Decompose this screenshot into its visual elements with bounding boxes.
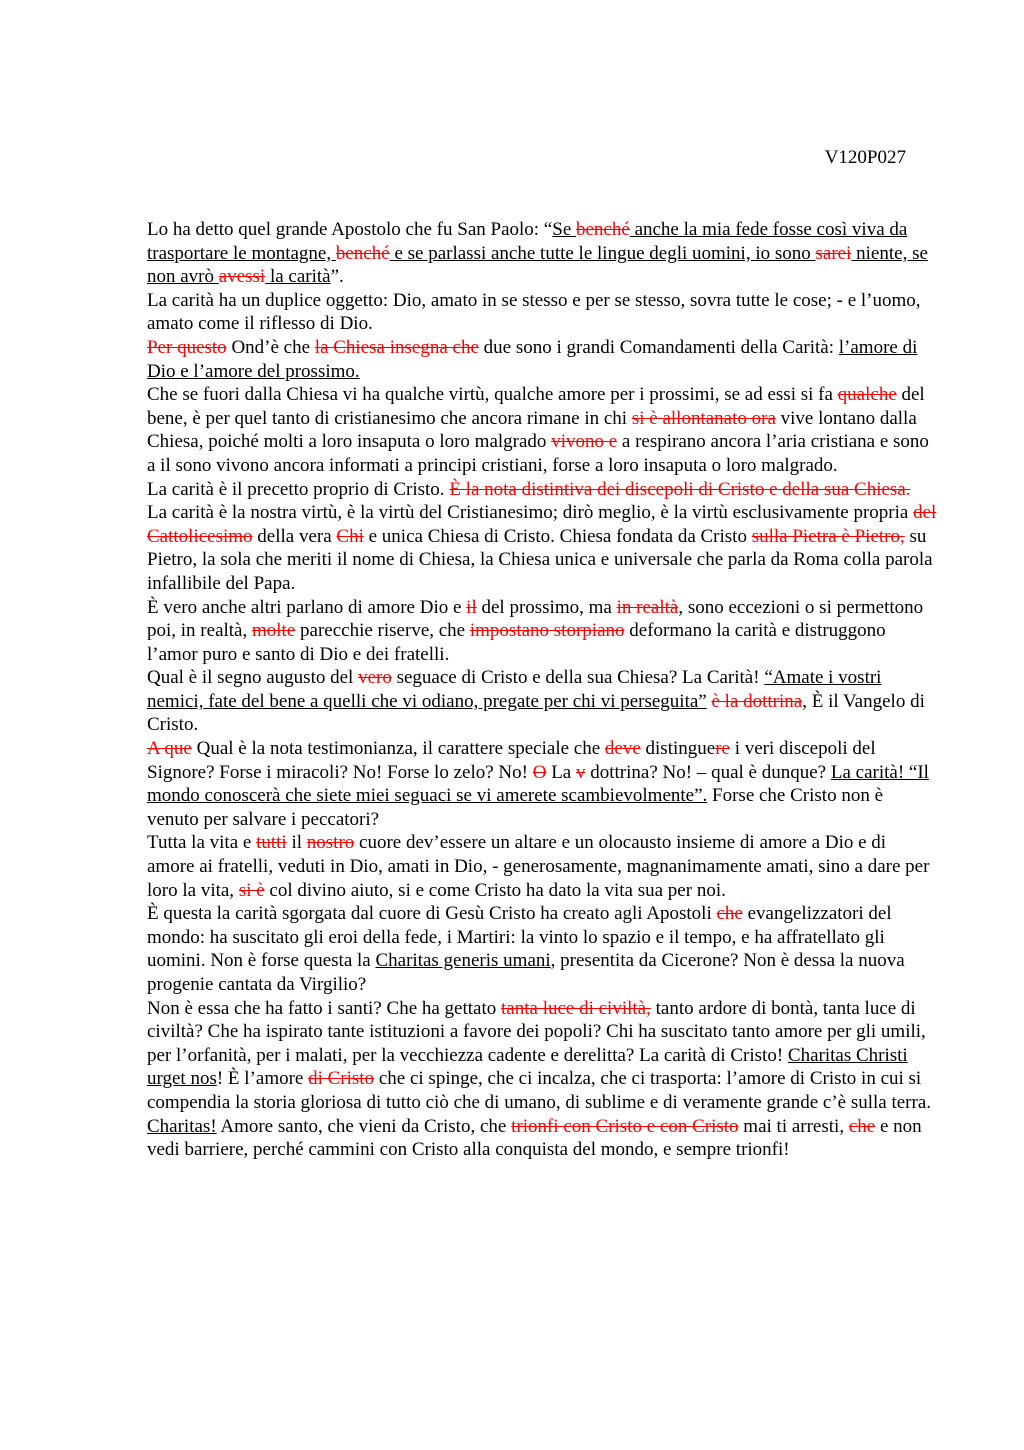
underlined-text: La carità! “Il mondo conoscerà che siete miei seguaci se vi amerete scambievolmente”. [147, 761, 929, 807]
paragraph [147, 596, 937, 667]
paragraph [147, 336, 937, 383]
underlined-text: Charitas! [147, 1115, 217, 1137]
deleted-text: è la dottrina [711, 690, 803, 712]
text-segment: parecchie riserve, che [295, 620, 470, 642]
paragraph [147, 666, 937, 737]
text-segment: Lo ha detto quel grande Apostolo che fu San Paolo: “ [147, 219, 553, 240]
text-segment: seguace di Cristo e della sua Chiesa? La Carità! [391, 667, 765, 689]
deleted-text: del Cattolicesimo [147, 502, 937, 547]
deleted-text: qualche [837, 384, 897, 406]
deleted-text: nostro [306, 832, 355, 854]
underlined-text: Se [552, 219, 576, 240]
text-segment: cuore dev’essere un altare e un olocausto insieme di amore a Dio e di amore ai fratelli, veduti in Dio, amati in Dio, - generosamente, magnanimamente amati, sino a dare per loro la vita, [147, 832, 930, 901]
text-segment: distingue [640, 738, 716, 760]
deleted-text: in realtà [616, 596, 679, 618]
paragraph [147, 478, 937, 502]
text-segment: mai ti arresti, [738, 1115, 849, 1137]
deleted-text: Per questo [147, 336, 227, 358]
deleted-text: tutti [256, 832, 287, 854]
paragraph [147, 1115, 937, 1162]
deleted-text: È la nota distintiva dei discepoli di Cristo e della sua Chiesa. [449, 478, 911, 500]
underlined-text: e se parlassi anche tutte le lingue degli uomini, io sono [389, 242, 816, 264]
deleted-text: trionfi con Cristo e con Cristo [511, 1115, 739, 1137]
text-segment: e unica Chiesa di Cristo. Chiesa fondata da Cristo [363, 525, 752, 547]
text-segment: La carità è la nostra virtù, è la virtù del Cristianesimo; dirò meglio, è la virtù esclusivamente propria [147, 502, 914, 524]
text-segment: Ond’è che [226, 336, 315, 358]
text-segment: su Pietro, la sola che meriti il nome di Chiesa, la Chiesa unica e universale che parla da Roma colla parola infallibile del Papa. [147, 525, 933, 594]
underlined-text: “Amate i vostri nemici, fate del bene a quelli che vi odiano, pregate per chi vi perseguita” [147, 667, 882, 712]
deleted-text: re [715, 738, 730, 760]
text-segment: dottrina? No! – qual è dunque? [585, 761, 831, 783]
text-segment: Non è essa che ha fatto i santi? Che ha gettato [147, 997, 502, 1019]
deleted-text: che [848, 1115, 876, 1137]
deleted-text: benché [335, 242, 390, 264]
deleted-text: O [532, 761, 547, 783]
text-segment: a respirano ancora l’aria cristiana e sono a il sono vivono ancora informati a principi cristiani, forse a loro insaputa o loro malgrado. [147, 431, 929, 476]
paragraph [147, 218, 937, 289]
text-segment: , sono eccezioni o si permettono poi, in realtà, [147, 596, 924, 642]
text-segment: del prossimo, ma [476, 596, 617, 618]
text-segment: tanto ardore di bontà, tanta luce di civiltà? Che ha ispirato tante istituzioni a favore dei popoli? Chi ha suscitato tanto amore per gli umili, per l’orfanità, per i malati, per la vecchiezza cadente e derelitta? La carità di Cristo! [147, 997, 926, 1066]
text-segment: La carità ha un duplice oggetto: Dio, amato in se stesso e per se stesso, sovra tutte le cose; - e l’uomo, amato come il riflesso di Dio. [147, 289, 921, 335]
paragraph [147, 501, 937, 595]
text-segment: evangelizzatori del mondo: ha suscitato gli eroi della fede, i Martiri: la vinto lo spazio e il tempo, e ha affratellato gli uomini. Non è forse questa la [147, 903, 892, 972]
page-id: V120P027 [824, 147, 906, 168]
deleted-text: benché [576, 219, 630, 240]
deleted-text: vivono e [551, 431, 618, 453]
deleted-text: vero [358, 667, 392, 689]
text-segment: La carità è il precetto proprio di Cristo. [147, 478, 450, 500]
text-segment: , È il Vangelo di Cristo. [147, 690, 925, 736]
deleted-text: sulla Pietra è Pietro, [751, 525, 905, 547]
text-segment: È questa la carità sgorgata dal cuore di Gesù Cristo ha creato agli Apostoli [147, 903, 717, 925]
text-segment: ”. [330, 266, 344, 288]
deleted-text: impostano storpiano [469, 620, 625, 642]
deleted-text: si è [238, 879, 265, 901]
text-segment: due sono i grandi Comandamenti della Carità: [478, 336, 839, 358]
paragraph [147, 737, 937, 831]
paragraph [147, 289, 937, 336]
underlined-text: Charitas Christi urget nos [147, 1044, 908, 1090]
deleted-text: la Chiesa insegna che [314, 336, 479, 358]
text-segment: deformano la carità e distruggono l’amor puro e santo di Dio e dei fratelli. [147, 620, 886, 665]
text-segment: Amore santo, che vieni da Cristo, che [216, 1115, 512, 1137]
paragraph [147, 997, 937, 1115]
deleted-text: v [576, 761, 586, 783]
text-segment: e non vedi barriere, perché cammini con Cristo alla conquista del mondo, e sempre trionfi! [147, 1115, 922, 1161]
text-segment: Forse che Cristo non è venuto per salvare i peccatori? [147, 785, 884, 830]
text-segment: del bene, è per quel tanto di cristianesimo che ancora rimane in chi [147, 384, 925, 429]
deleted-text: deve [604, 738, 641, 760]
deleted-text: molte [252, 620, 296, 642]
text-segment: i veri discepoli del Signore? Forse i miracoli? No! Forse lo zelo? No! [147, 738, 876, 783]
text-segment: La [546, 761, 576, 783]
text-segment: della vera [252, 525, 337, 547]
deleted-text: di Cristo [308, 1068, 375, 1090]
text-segment: col divino aiuto, si e come Cristo ha dato la vita sua per noi. [264, 879, 726, 901]
underlined-text: la carità [265, 266, 331, 288]
text-segment: vive lontano dalla Chiesa, poiché molti a loro insaputa o loro malgrado [147, 407, 917, 453]
text-segment: ! È l’amore [216, 1068, 309, 1090]
text-segment: È vero anche altri parlano di amore Dio e [147, 596, 467, 618]
deleted-text: avessi [218, 266, 266, 288]
text-segment: Qual è la nota testimonianza, il carattere speciale che [191, 738, 605, 760]
underlined-text: Charitas generis umani [375, 950, 551, 972]
document-body [147, 218, 937, 1162]
text-segment: che ci spinge, che ci incalza, che ci trasporta: l’amore di Cristo in cui si compendia la storia gloriosa di tutto ciò che di umano, di sublime e di veramente grande c’è sulla terra. [147, 1068, 932, 1113]
deleted-text: tanta luce di civiltà, [501, 997, 651, 1019]
deleted-text: si è allontanato ora [631, 407, 776, 429]
text-segment: Qual è il segno augusto del [147, 667, 359, 689]
text-segment: il [286, 832, 307, 854]
deleted-text: che [716, 903, 743, 925]
underlined-text: anche la mia fede fosse così viva da trasportare le montagne, [147, 219, 908, 264]
text-segment: Tutta la vita e [147, 832, 257, 854]
paragraph [147, 383, 937, 477]
deleted-text: A que [147, 738, 192, 760]
paragraph [147, 831, 937, 902]
deleted-text: Chi [336, 525, 364, 547]
paragraph [147, 902, 937, 996]
underlined-text: niente, se non avrò [147, 242, 928, 288]
text-segment: Che se fuori dalla Chiesa vi ha qualche virtù, qualche amore per i prossimi, se ad essi si fa [147, 384, 838, 406]
deleted-text: sarei [815, 242, 852, 264]
underlined-text: l’amore di Dio e l’amore del prossimo. [147, 336, 918, 382]
text-segment: , presentita da Cicerone? Non è dessa la nuova progenie cantata da Virgilio? [147, 950, 905, 995]
deleted-text: il [466, 596, 477, 618]
